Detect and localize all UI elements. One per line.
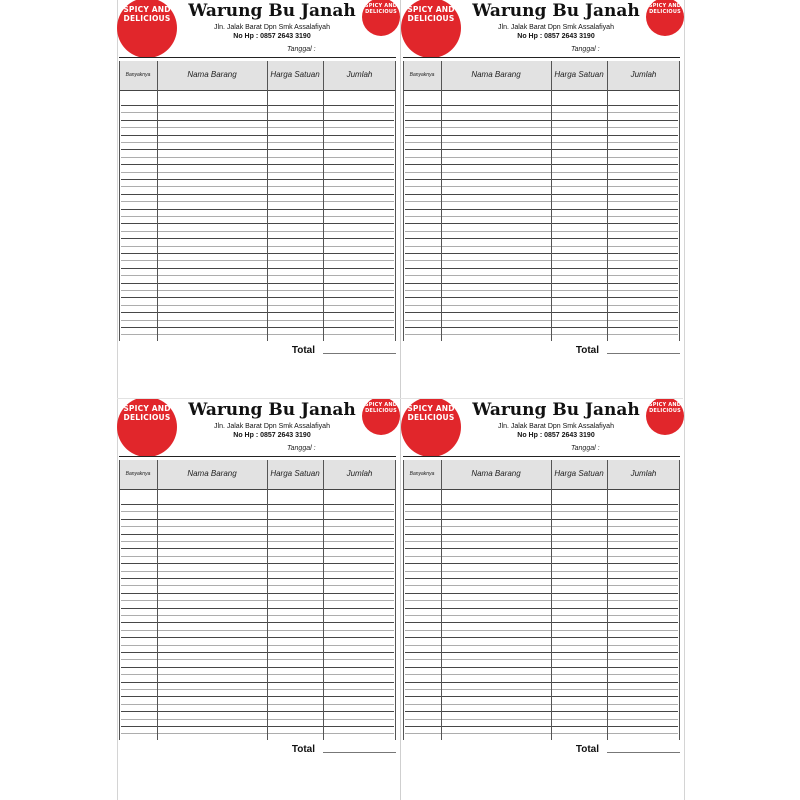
table-row-line — [121, 733, 394, 734]
table-row-line — [121, 194, 394, 195]
col-qty-header: Banyaknya — [409, 71, 435, 78]
logo-small-line-1: SPICY AND — [364, 402, 398, 408]
col-qty-header: Banyaknya — [125, 71, 151, 78]
table-row-line — [405, 578, 678, 579]
logo-line-2: DELICIOUS — [123, 13, 171, 23]
total-label: Total — [291, 744, 315, 755]
table-row-line — [405, 253, 678, 254]
table-row-line — [121, 231, 394, 232]
table-row-line — [121, 504, 394, 505]
table-row-line — [121, 600, 394, 601]
table-header — [119, 61, 396, 91]
table-row-line — [121, 645, 394, 646]
items-table — [403, 61, 680, 342]
table-row-line — [121, 711, 394, 712]
shop-name: Warung Bu Janah — [188, 1, 356, 21]
table-row-line — [405, 645, 678, 646]
table-row-line — [121, 297, 394, 298]
col-price-header: Harga Satuan — [270, 70, 320, 80]
table-row-line — [405, 667, 678, 668]
table-row-line — [121, 149, 394, 150]
table-row-line — [405, 704, 678, 705]
col-price-header: Harga Satuan — [270, 469, 320, 479]
table-row-line — [121, 719, 394, 720]
table-row-line — [405, 548, 678, 549]
column-divider — [551, 460, 552, 740]
table-row-line — [405, 120, 678, 121]
table-row-line — [405, 201, 678, 202]
table-row-line — [405, 327, 678, 328]
table-row-line — [405, 164, 678, 165]
spicy-logo-icon — [401, 0, 461, 58]
table-row-line — [121, 630, 394, 631]
col-price-header: Harga Satuan — [554, 70, 604, 80]
logo-small-line-2: DELICIOUS — [365, 408, 397, 414]
table-row-line — [405, 157, 678, 158]
logo-line-2: DELICIOUS — [123, 412, 171, 422]
table-row-line — [405, 297, 678, 298]
table-row-line — [405, 630, 678, 631]
table-row-line — [121, 179, 394, 180]
table-row-line — [405, 334, 678, 335]
table-row-line — [405, 674, 678, 675]
table-row-line — [405, 186, 678, 187]
total-field — [323, 752, 396, 753]
table-row-line — [121, 652, 394, 653]
table-row-line — [405, 275, 678, 276]
column-divider — [441, 61, 442, 341]
table-body — [403, 490, 680, 741]
table-row-line — [405, 526, 678, 527]
table-row-line — [121, 142, 394, 143]
table-row-line — [121, 541, 394, 542]
spicy-logo-small-icon — [362, 399, 400, 435]
table-row-line — [121, 209, 394, 210]
items-table — [119, 460, 396, 741]
spicy-logo-icon — [117, 399, 177, 457]
table-row-line — [121, 260, 394, 261]
table-row-line — [405, 216, 678, 217]
table-row-line — [405, 726, 678, 727]
date-label: Tanggal : — [571, 445, 600, 452]
table-row-line — [121, 556, 394, 557]
table-row-line — [405, 223, 678, 224]
spicy-logo-icon — [117, 0, 177, 58]
table-row-line — [121, 246, 394, 247]
table-row-line — [121, 526, 394, 527]
table-row-line — [121, 622, 394, 623]
table-row-line — [405, 711, 678, 712]
total-label: Total — [575, 744, 599, 755]
shop-phone: No Hp : 0857 2643 3190 — [517, 33, 595, 40]
receipt-note-bottom-right — [401, 399, 684, 797]
logo-line-2: DELICIOUS — [407, 412, 455, 422]
table-row-line — [405, 172, 678, 173]
column-divider — [403, 460, 404, 740]
table-row-line — [405, 142, 678, 143]
table-header — [119, 460, 396, 490]
table-row-line — [121, 667, 394, 668]
shop-address: Jln. Jalak Barat Dpn Smk Assalafiyah — [214, 423, 330, 430]
column-divider — [551, 61, 552, 341]
col-item-header: Nama Barang — [187, 70, 237, 80]
table-row-line — [405, 689, 678, 690]
date-label: Tanggal : — [287, 46, 316, 53]
table-row-line — [405, 622, 678, 623]
table-row-line — [405, 194, 678, 195]
column-divider — [157, 61, 158, 341]
table-row-line — [121, 571, 394, 572]
table-row-line — [121, 682, 394, 683]
col-qty-header: Banyaknya — [409, 470, 435, 477]
date-label: Tanggal : — [571, 46, 600, 53]
table-row-line — [121, 726, 394, 727]
table-row-line — [121, 164, 394, 165]
table-row-line — [121, 674, 394, 675]
receipt-note-bottom-left — [117, 399, 400, 797]
col-item-header: Nama Barang — [471, 70, 521, 80]
shop-address: Jln. Jalak Barat Dpn Smk Assalafiyah — [498, 423, 614, 430]
table-row-line — [121, 157, 394, 158]
col-qty-header: Banyaknya — [125, 470, 151, 477]
total-field — [607, 353, 680, 354]
table-row-line — [121, 511, 394, 512]
table-row-line — [121, 238, 394, 239]
logo-small-line-2: DELICIOUS — [649, 408, 681, 414]
table-row-line — [121, 268, 394, 269]
logo-small-line-1: SPICY AND — [648, 402, 682, 408]
table-row-line — [405, 541, 678, 542]
column-divider — [157, 460, 158, 740]
column-divider — [679, 61, 680, 341]
col-item-header: Nama Barang — [471, 469, 521, 479]
table-row-line — [121, 172, 394, 173]
table-row-line — [405, 556, 678, 557]
table-row-line — [121, 696, 394, 697]
logo-small-line-1: SPICY AND — [648, 3, 682, 9]
table-row-line — [405, 305, 678, 306]
spicy-logo-small-icon — [646, 0, 684, 36]
shop-address: Jln. Jalak Barat Dpn Smk Assalafiyah — [214, 24, 330, 31]
table-row-line — [405, 585, 678, 586]
table-row-line — [121, 283, 394, 284]
table-row-line — [121, 216, 394, 217]
table-row-line — [405, 209, 678, 210]
table-row-line — [121, 659, 394, 660]
table-row-line — [121, 186, 394, 187]
table-row-line — [121, 320, 394, 321]
spicy-logo-icon — [401, 399, 461, 457]
table-header — [403, 460, 680, 490]
col-amount-header: Jumlah — [630, 70, 657, 80]
table-row-line — [405, 135, 678, 136]
shop-name: Warung Bu Janah — [472, 400, 640, 420]
column-divider — [441, 460, 442, 740]
table-row-line — [405, 652, 678, 653]
column-divider — [323, 61, 324, 341]
table-row-line — [405, 719, 678, 720]
table-row-line — [405, 534, 678, 535]
table-row-line — [121, 578, 394, 579]
table-row-line — [405, 571, 678, 572]
table-row-line — [405, 696, 678, 697]
table-row-line — [121, 201, 394, 202]
logo-line-2: DELICIOUS — [407, 13, 455, 23]
table-row-line — [121, 334, 394, 335]
column-divider — [267, 61, 268, 341]
table-row-line — [405, 260, 678, 261]
shop-address: Jln. Jalak Barat Dpn Smk Assalafiyah — [498, 24, 614, 31]
shop-phone: No Hp : 0857 2643 3190 — [233, 33, 311, 40]
column-divider — [679, 460, 680, 740]
table-row-line — [121, 615, 394, 616]
table-row-line — [405, 511, 678, 512]
table-row-line — [405, 637, 678, 638]
receipt-note-top-left — [117, 0, 400, 398]
table-row-line — [121, 312, 394, 313]
table-row-line — [405, 238, 678, 239]
table-row-line — [121, 253, 394, 254]
shop-name: Warung Bu Janah — [472, 1, 640, 21]
table-row-line — [405, 268, 678, 269]
table-row-line — [405, 105, 678, 106]
table-row-line — [405, 519, 678, 520]
table-row-line — [405, 320, 678, 321]
total-label: Total — [291, 345, 315, 356]
table-row-line — [121, 135, 394, 136]
table-row-line — [121, 608, 394, 609]
table-row-line — [405, 231, 678, 232]
total-label: Total — [575, 345, 599, 356]
column-divider — [403, 61, 404, 341]
column-divider — [395, 460, 396, 740]
logo-small-line-2: DELICIOUS — [365, 9, 397, 15]
column-divider — [267, 460, 268, 740]
items-table — [119, 61, 396, 342]
receipt-note-top-right — [401, 0, 684, 398]
table-row-line — [405, 283, 678, 284]
table-row-line — [121, 305, 394, 306]
items-table — [403, 460, 680, 741]
table-row-line — [121, 105, 394, 106]
logo-line-1: SPICY AND — [407, 404, 455, 413]
table-body — [119, 91, 396, 342]
table-row-line — [405, 608, 678, 609]
total-field — [323, 353, 396, 354]
col-amount-header: Jumlah — [346, 469, 373, 479]
table-row-line — [121, 704, 394, 705]
table-row-line — [405, 290, 678, 291]
shop-phone: No Hp : 0857 2643 3190 — [517, 432, 595, 439]
logo-line-1: SPICY AND — [123, 404, 171, 413]
table-row-line — [121, 585, 394, 586]
table-row-line — [405, 659, 678, 660]
table-row-line — [405, 593, 678, 594]
column-divider — [119, 61, 120, 341]
total-field — [607, 752, 680, 753]
column-divider — [395, 61, 396, 341]
table-row-line — [405, 112, 678, 113]
table-row-line — [121, 275, 394, 276]
table-row-line — [121, 112, 394, 113]
logo-small-line-2: DELICIOUS — [649, 9, 681, 15]
col-price-header: Harga Satuan — [554, 469, 604, 479]
logo-line-1: SPICY AND — [407, 5, 455, 14]
table-header — [403, 61, 680, 91]
spicy-logo-small-icon — [646, 399, 684, 435]
table-row-line — [121, 290, 394, 291]
table-row-line — [405, 682, 678, 683]
table-row-line — [405, 246, 678, 247]
table-row-line — [405, 179, 678, 180]
column-divider — [607, 460, 608, 740]
table-row-line — [405, 615, 678, 616]
shop-name: Warung Bu Janah — [188, 400, 356, 420]
table-row-line — [121, 593, 394, 594]
table-row-line — [405, 733, 678, 734]
table-row-line — [405, 127, 678, 128]
table-row-line — [121, 223, 394, 224]
table-row-line — [121, 120, 394, 121]
table-row-line — [121, 689, 394, 690]
table-row-line — [121, 534, 394, 535]
col-amount-header: Jumlah — [630, 469, 657, 479]
shop-phone: No Hp : 0857 2643 3190 — [233, 432, 311, 439]
logo-small-line-1: SPICY AND — [364, 3, 398, 9]
date-label: Tanggal : — [287, 445, 316, 452]
table-row-line — [405, 149, 678, 150]
col-amount-header: Jumlah — [346, 70, 373, 80]
table-row-line — [405, 312, 678, 313]
column-divider — [323, 460, 324, 740]
spicy-logo-small-icon — [362, 0, 400, 36]
table-body — [119, 490, 396, 741]
table-row-line — [121, 548, 394, 549]
table-body — [403, 91, 680, 342]
column-divider — [119, 460, 120, 740]
table-row-line — [121, 327, 394, 328]
table-row-line — [405, 600, 678, 601]
column-divider — [607, 61, 608, 341]
table-row-line — [121, 127, 394, 128]
logo-line-1: SPICY AND — [123, 5, 171, 14]
table-row-line — [121, 563, 394, 564]
table-row-line — [405, 504, 678, 505]
table-row-line — [121, 637, 394, 638]
col-item-header: Nama Barang — [187, 469, 237, 479]
table-row-line — [121, 519, 394, 520]
table-row-line — [405, 563, 678, 564]
